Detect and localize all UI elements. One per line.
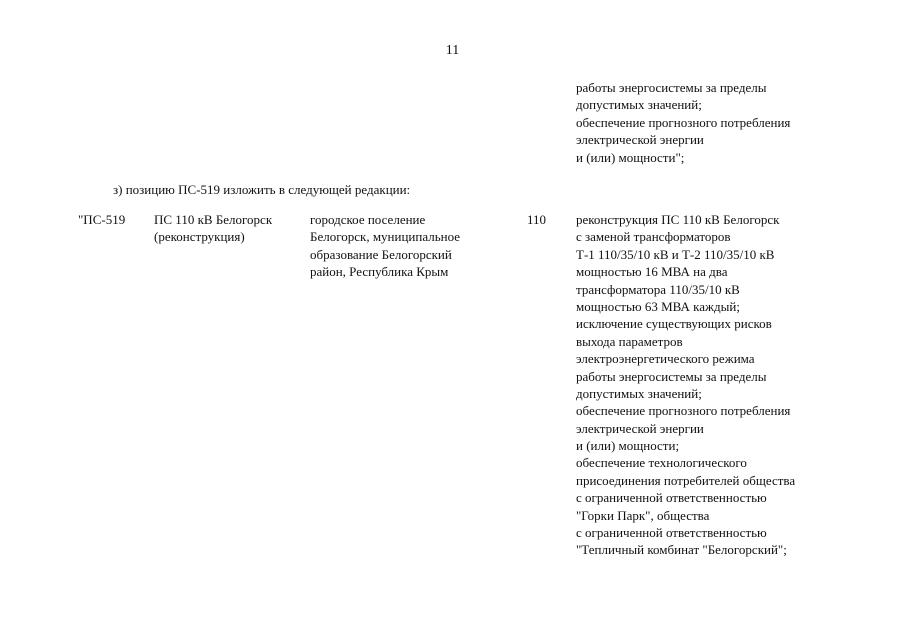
text-line: (реконструкция) bbox=[154, 229, 245, 245]
location-cell bbox=[310, 211, 460, 281]
text-line: мощностью 63 МВА каждый; bbox=[576, 298, 740, 314]
text-line: с ограниченной ответственностью bbox=[576, 490, 767, 506]
text-line: работы энергосистемы за пределы bbox=[576, 80, 767, 95]
position-code-cell bbox=[78, 211, 125, 228]
text-line: работы энергосистемы за пределы bbox=[576, 368, 767, 384]
position-code: "ПС-519 bbox=[78, 212, 126, 227]
text-line: с заменой трансформаторов bbox=[576, 229, 731, 245]
text-line: "Тепличный комбинат "Белогорский"; bbox=[576, 542, 787, 558]
substation-name-cell bbox=[154, 211, 272, 246]
text-line: Т-1 110/35/10 кВ и Т-2 110/35/10 кВ bbox=[576, 246, 775, 262]
text-line: с ограниченной ответственностью bbox=[576, 525, 767, 541]
text-line: электрической энергии bbox=[576, 132, 704, 148]
text-line: электроэнергетического режима bbox=[576, 351, 755, 367]
text-line: допустимых значений; bbox=[576, 97, 702, 113]
text-line: и (или) мощности; bbox=[576, 438, 680, 454]
text-line: образование Белогорский bbox=[310, 246, 452, 262]
text-line: Белогорск, муниципальное bbox=[310, 229, 461, 245]
voltage-cell bbox=[527, 211, 546, 228]
text-line: ПС 110 кВ Белогорск bbox=[154, 212, 273, 227]
text-line: и (или) мощности"; bbox=[576, 149, 685, 165]
text-line: городское поселение bbox=[310, 212, 426, 227]
text-line: электрической энергии bbox=[576, 420, 704, 436]
text-line: трансформатора 110/35/10 кВ bbox=[576, 281, 740, 297]
voltage-value: 110 bbox=[527, 212, 547, 227]
continuation-text bbox=[576, 79, 790, 166]
text-line: выхода параметров bbox=[576, 333, 683, 349]
text-line: "Горки Парк", общества bbox=[576, 507, 710, 523]
text-line: мощностью 16 МВА на два bbox=[576, 264, 728, 280]
text-line: обеспечение технологического bbox=[576, 455, 747, 471]
text-line: допустимых значений; bbox=[576, 385, 702, 401]
text-line: исключение существующих рисков bbox=[576, 316, 772, 332]
text-line: обеспечение прогнозного потребления bbox=[576, 403, 791, 419]
text-line: обеспечение прогнозного потребления bbox=[576, 114, 791, 130]
text-line: присоединения потребителей общества bbox=[576, 472, 796, 488]
text-line: район, Республика Крым bbox=[310, 264, 449, 280]
text-line: реконструкция ПС 110 кВ Белогорск bbox=[576, 212, 780, 227]
page-number: 11 bbox=[445, 43, 460, 58]
purpose-cell bbox=[576, 211, 795, 559]
instruction-text: з) позицию ПС-519 изложить в следующей редакции: bbox=[113, 182, 411, 197]
